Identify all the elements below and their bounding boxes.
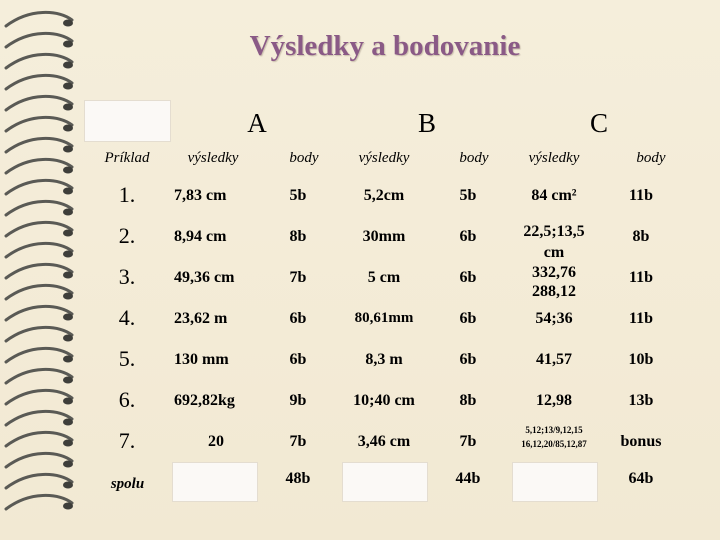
cell-c-result: 84 cm² bbox=[531, 187, 577, 204]
cell-priklad: 6. bbox=[118, 387, 136, 412]
cell-c-points: 10b bbox=[628, 351, 654, 368]
binding-ring bbox=[6, 117, 72, 131]
binding-hole bbox=[63, 146, 73, 153]
cell-priklad: 2. bbox=[118, 223, 136, 248]
binding-hole bbox=[63, 188, 73, 195]
cell-priklad: 4. bbox=[118, 305, 136, 330]
binding-hole bbox=[63, 503, 73, 510]
cell-priklad: 3. bbox=[118, 264, 136, 289]
binding-hole bbox=[63, 125, 73, 132]
binding-hole bbox=[63, 272, 73, 279]
binding-ring bbox=[6, 138, 72, 152]
cell-a-result: 7,83 cm bbox=[174, 187, 227, 204]
cell-c-result: 5,12;13/9,12,15 bbox=[525, 425, 583, 435]
col-header-c-points: body bbox=[636, 150, 666, 166]
cell-a-points: 9b bbox=[289, 392, 307, 409]
col-header-a-points: body bbox=[289, 150, 319, 166]
cell-a-points: 7b bbox=[289, 433, 307, 450]
cell-b-result: 80,61mm bbox=[354, 310, 414, 326]
binding-hole bbox=[63, 335, 73, 342]
binding-hole bbox=[63, 419, 73, 426]
binding-ring bbox=[6, 159, 72, 173]
cell-c-result: 12,98 bbox=[536, 392, 572, 409]
cell-c-points: 8b bbox=[632, 228, 650, 245]
cell-a-result: 130 mm bbox=[174, 351, 229, 368]
cell-priklad: 1. bbox=[118, 182, 136, 207]
cell-b-result: 8,3 m bbox=[365, 351, 403, 368]
cell-priklad: 7. bbox=[118, 428, 136, 453]
total-b: 44b bbox=[455, 470, 481, 487]
col-header-b-points: body bbox=[459, 150, 489, 166]
cell-c-result-unit: cm bbox=[543, 244, 565, 261]
binding-ring bbox=[6, 453, 72, 467]
group-header-c: C bbox=[589, 108, 608, 138]
group-header-a: A bbox=[247, 108, 267, 138]
total-a: 48b bbox=[285, 470, 311, 487]
cell-c-points: bonus bbox=[620, 433, 662, 450]
binding-hole bbox=[63, 104, 73, 111]
cell-a-points: 8b bbox=[289, 228, 307, 245]
cell-c-points: 11b bbox=[628, 187, 653, 204]
cell-b-points: 6b bbox=[459, 269, 477, 286]
binding-ring bbox=[6, 285, 72, 299]
cell-c-result: 41,57 bbox=[536, 351, 572, 368]
binding-ring bbox=[6, 243, 72, 257]
cell-priklad: 5. bbox=[118, 346, 136, 371]
spiral-binding bbox=[0, 0, 80, 540]
results-table bbox=[84, 100, 686, 504]
binding-hole bbox=[63, 230, 73, 237]
binding-ring bbox=[6, 264, 72, 278]
cell-c-points: 13b bbox=[628, 392, 654, 409]
binding-hole bbox=[63, 41, 73, 48]
cell-a-result: 23,62 m bbox=[174, 310, 228, 327]
cell-a-result: 20 bbox=[208, 433, 224, 450]
cell-c-points: 11b bbox=[628, 310, 653, 327]
binding-hole bbox=[63, 209, 73, 216]
binding-ring bbox=[6, 432, 72, 446]
binding-hole bbox=[63, 293, 73, 300]
binding-ring bbox=[6, 201, 72, 215]
binding-hole bbox=[63, 251, 73, 258]
binding-ring bbox=[6, 180, 72, 194]
total-blank-a bbox=[172, 462, 258, 502]
binding-hole bbox=[63, 377, 73, 384]
header-blank-box bbox=[84, 100, 171, 142]
cell-a-points: 6b bbox=[289, 351, 307, 368]
cell-a-points: 5b bbox=[289, 187, 307, 204]
cell-b-result: 5 cm bbox=[367, 269, 401, 286]
col-header-priklad: Príklad bbox=[104, 150, 150, 166]
cell-a-result: 692,82kg bbox=[174, 392, 235, 409]
binding-ring bbox=[6, 306, 72, 320]
binding-hole bbox=[63, 314, 73, 321]
cell-b-points: 7b bbox=[459, 433, 477, 450]
cell-b-points: 6b bbox=[459, 310, 477, 327]
cell-c-result-line2: 16,12,20/85,12,87 bbox=[521, 439, 587, 449]
binding-hole bbox=[63, 398, 73, 405]
cell-b-points: 5b bbox=[459, 187, 477, 204]
binding-ring bbox=[6, 390, 72, 404]
binding-ring bbox=[6, 348, 72, 362]
cell-b-result: 10;40 cm bbox=[353, 392, 415, 409]
cell-a-points: 7b bbox=[289, 269, 307, 286]
cell-c-result: 22,5;13,5 bbox=[523, 223, 585, 240]
binding-ring bbox=[6, 96, 72, 110]
binding-ring bbox=[6, 12, 72, 26]
binding-hole bbox=[63, 356, 73, 363]
total-label: spolu bbox=[110, 476, 145, 492]
binding-ring bbox=[6, 54, 72, 68]
total-blank-b bbox=[342, 462, 428, 502]
binding-hole bbox=[63, 62, 73, 69]
binding-ring bbox=[6, 327, 72, 341]
binding-hole bbox=[63, 83, 73, 90]
col-header-c-results: výsledky bbox=[528, 150, 580, 166]
binding-ring bbox=[6, 75, 72, 89]
cell-b-result: 5,2cm bbox=[363, 187, 405, 204]
page-title: Výsledky a bodovanie bbox=[249, 30, 521, 62]
cell-b-result: 3,46 cm bbox=[357, 433, 411, 450]
cell-c-points: 11b bbox=[628, 269, 653, 286]
cell-b-points: 8b bbox=[459, 392, 477, 409]
binding-hole bbox=[63, 440, 73, 447]
cell-c-result-line2: 288,12 bbox=[532, 283, 576, 300]
cell-a-points: 6b bbox=[289, 310, 307, 327]
total-c: 64b bbox=[628, 470, 654, 487]
cell-b-result: 30mm bbox=[362, 228, 406, 245]
col-header-a-results: výsledky bbox=[187, 150, 239, 166]
binding-ring bbox=[6, 222, 72, 236]
cell-a-result: 49,36 cm bbox=[174, 269, 235, 286]
binding-hole bbox=[63, 461, 73, 468]
cell-b-points: 6b bbox=[459, 351, 477, 368]
col-header-b-results: výsledky bbox=[358, 150, 410, 166]
binding-ring bbox=[6, 474, 72, 488]
binding-ring bbox=[6, 411, 72, 425]
binding-ring bbox=[6, 369, 72, 383]
cell-b-points: 6b bbox=[459, 228, 477, 245]
binding-ring bbox=[6, 33, 72, 47]
group-header-b: B bbox=[417, 108, 436, 138]
binding-hole bbox=[63, 167, 73, 174]
cell-a-result: 8,94 cm bbox=[174, 228, 227, 245]
binding-hole bbox=[63, 20, 73, 27]
cell-c-result: 54;36 bbox=[535, 310, 573, 327]
binding-ring bbox=[6, 495, 72, 509]
binding-hole bbox=[63, 482, 73, 489]
total-blank-c bbox=[512, 462, 598, 502]
cell-c-result: 332,76 bbox=[532, 264, 576, 281]
